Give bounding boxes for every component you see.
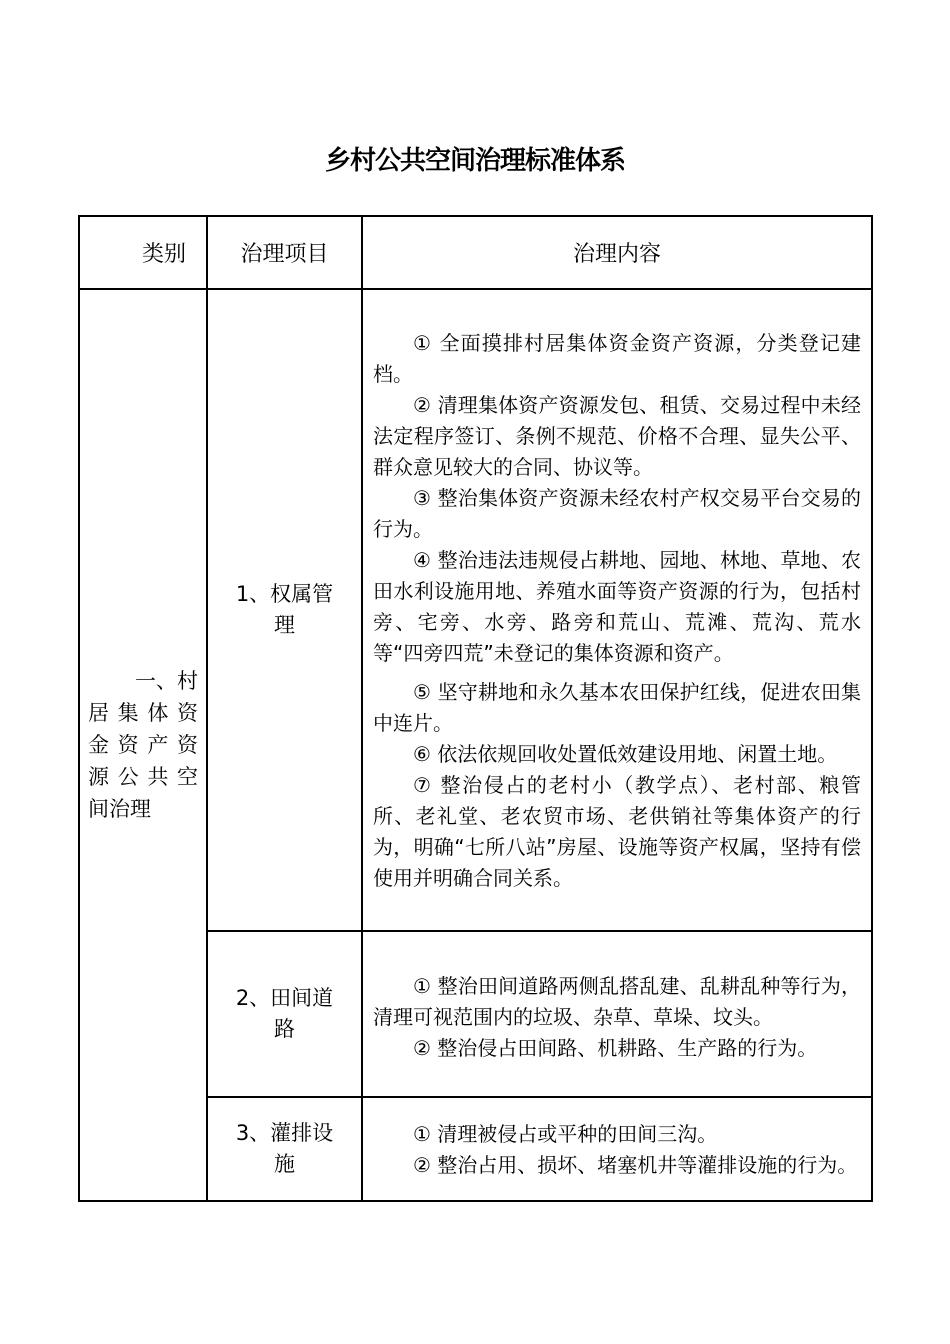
item-label-line: 1、权属管 [235, 582, 334, 606]
content-paragraph: ④ 整治违法违规侵占耕地、园地、林地、草地、农田水利设施用地、养殖水面等资产资源的行为，包括村旁、宅旁、水旁、路旁和荒山、荒滩、荒沟、荒水等“四旁四荒”未登记的集体资源和资产。 [373, 548, 861, 665]
item-label-line: 施 [274, 1152, 295, 1176]
category-cell [79, 289, 207, 1201]
item-label-line: 理 [274, 613, 295, 637]
category-line: 间治理 [88, 797, 151, 821]
content-paragraph: ② 清理集体资产资源发包、租赁、交易过程中未经法定程序签订、条例不规范、价格不合理、显失公平、群众意见较大的合同、协议等。 [373, 393, 861, 479]
content-cell [362, 289, 872, 931]
item-label-line: 2、田间道 [235, 986, 334, 1010]
content-paragraph: ② 整治侵占田间路、机耕路、生产路的行为。 [413, 1035, 818, 1060]
item-label-line: 路 [274, 1017, 295, 1041]
header-content: 治理内容 [362, 216, 872, 289]
content-paragraph: ⑥ 依法依规回收处置低效建设用地、闲置土地。 [413, 742, 838, 766]
content-paragraph: ⑤ 坚守耕地和永久基本农田保护红线，促进农田集中连片。 [373, 680, 861, 735]
table-header-row [79, 216, 872, 289]
content-paragraph: ① 清理被侵占或平种的田间三沟。 [413, 1122, 718, 1146]
content-cell [362, 1097, 872, 1201]
governance-standards-table [78, 215, 873, 1202]
content-paragraph: ① 整治田间道路两侧乱搭乱建、乱耕乱种等行为，清理可视范围内的垃圾、杂草、草垛、坟头。 [373, 973, 861, 1029]
item-cell [207, 931, 362, 1097]
content-paragraph: ③ 整治集体资产资源未经农村产权交易平台交易的行为。 [373, 486, 861, 541]
item-cell [207, 1097, 362, 1201]
header-category: 类别 [79, 216, 207, 289]
content-paragraph: ① 全面摸排村居集体资金资产资源，分类登记建档。 [373, 331, 861, 386]
category-line: 一、村 [135, 669, 198, 693]
content-paragraph: ② 整治占用、损坏、堵塞机井等灌排设施的行为。 [413, 1153, 858, 1177]
category-line: 源公共空 [88, 765, 198, 789]
content-cell [362, 931, 872, 1097]
header-item: 治理项目 [207, 216, 362, 289]
category-line: 居集体资 [88, 701, 198, 725]
item-cell [207, 289, 362, 931]
item-label-line: 3、灌排设 [235, 1121, 334, 1145]
content-paragraph: ⑦ 整治侵占的老村小（教学点）、老村部、粮管所、老礼堂、老农贸市场、老供销社等集体资产的行为，明确“七所八站”房屋、设施等资产权属，坚持有偿使用并明确合同关系。 [373, 773, 861, 890]
page-title: 乡村公共空间治理标准体系 [324, 146, 625, 176]
table-row [79, 289, 872, 931]
category-line: 金资产资 [88, 733, 198, 757]
